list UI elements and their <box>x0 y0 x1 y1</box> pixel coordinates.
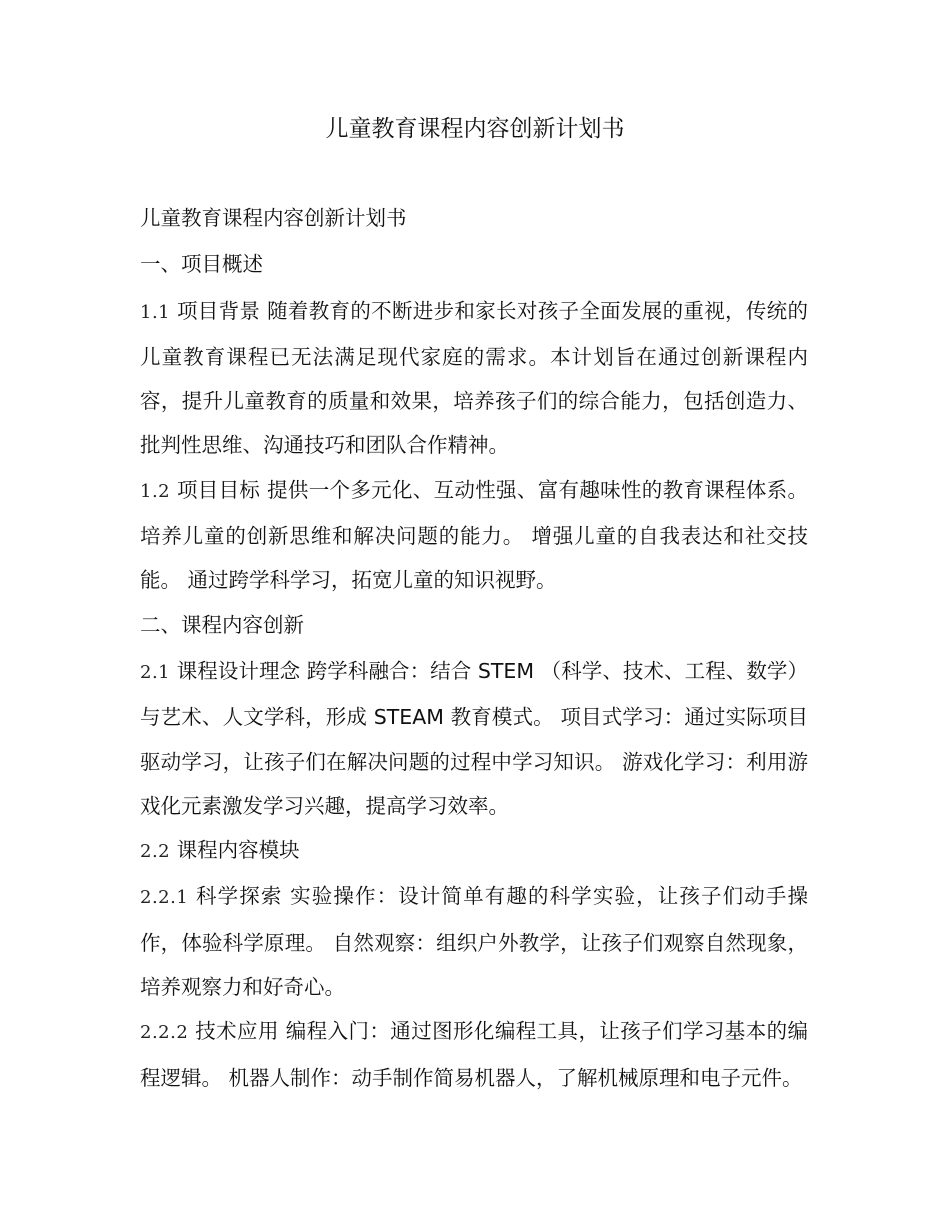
section-number: 1.1 <box>140 301 171 323</box>
section-number: 2.2.1 <box>140 887 189 909</box>
section-number: 1.2 <box>140 480 171 502</box>
document-title: 儿童教育课程内容创新计划书 <box>325 116 625 142</box>
document-body <box>140 196 808 1100</box>
paragraph-2-1: 2.1 课程设计理念 跨学科融合：结合 STEM （科学、技术、工程、数学）与艺术、人文学科，形成 STEAM 教育模式。 项目式学习：通过实际项目驱动学习，让孩子们在解决问题的过程中学习知识。 游戏化学习：利用游戏化元素激发学习兴趣，提高学习效率。 <box>140 658 808 818</box>
paragraph-2-2-2: 2.2.2 技术应用 编程入门：通过图形化编程工具，让孩子们学习基本的编程逻辑。 机器人制作：动手制作简易机器人，了解机械原理和电子元件。 <box>140 1019 808 1090</box>
section-number: 2.2.2 <box>140 1022 189 1044</box>
section-heading-1: 一、项目概述 <box>140 252 263 277</box>
paragraph-1-1: 1.1 项目背景 随着教育的不断进步和家长对孩子全面发展的重视，传统的儿童教育课程已无法满足现代家庭的需求。本计划旨在通过创新课程内容，提升儿童教育的质量和效果，培养孩子们的综合能力，包括创造力、批判性思维、沟通技巧和团队合作精神。 <box>140 298 808 458</box>
paragraph-1-2: 1.2 项目目标 提供一个多元化、互动性强、富有趣味性的教育课程体系。 培养儿童的创新思维和解决问题的能力。 增强儿童的自我表达和社交技能。 通过跨学科学习，拓宽儿童的知识视野。 <box>140 477 808 593</box>
subtitle-paragraph: 儿童教育课程内容创新计划书 <box>140 206 407 230</box>
section-heading-2: 二、课程内容创新 <box>140 612 304 637</box>
paragraph-2-2: 2.2 课程内容模块 <box>140 838 300 863</box>
section-number: 2.2 <box>140 841 171 863</box>
section-number: 2.1 <box>140 661 171 683</box>
paragraph-2-2-1: 2.2.1 科学探索 实验操作：设计简单有趣的科学实验，让孩子们动手操作，体验科学原理。 自然观察：组织户外教学，让孩子们观察自然现象，培养观察力和好奇心。 <box>140 884 808 1000</box>
